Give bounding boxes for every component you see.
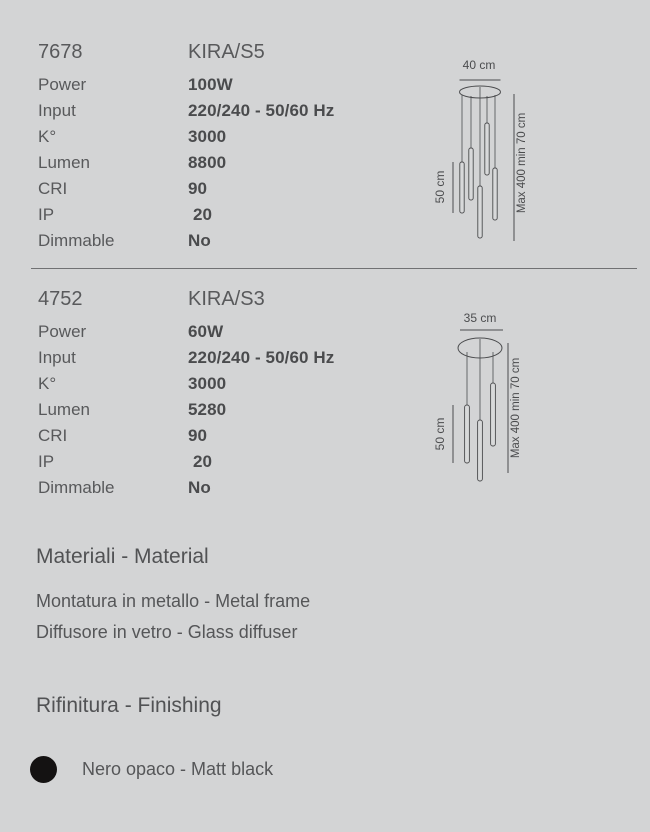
spec-label: Input	[38, 101, 76, 120]
spec-row	[38, 176, 408, 202]
spec-label: K°	[38, 374, 57, 393]
material-item: Diffusore in vetro - Glass diffuser	[36, 622, 298, 642]
spec-row	[38, 371, 408, 397]
materials-heading: Materiali - Material	[36, 545, 209, 568]
spec-value: 220/240 - 50/60 Hz	[188, 348, 335, 367]
spec-table	[38, 319, 408, 501]
pendant-tube	[478, 186, 482, 238]
spec-value: 20	[193, 205, 213, 224]
width-dimension-label: 40 cm	[462, 58, 496, 72]
spec-label: Power	[38, 322, 87, 341]
spec-value: 3000	[188, 374, 227, 393]
spec-row	[38, 228, 408, 254]
spec-row	[38, 423, 408, 449]
spec-value: 100W	[188, 75, 233, 94]
spec-row	[38, 98, 408, 124]
product-diagram-kira-s5	[425, 55, 535, 260]
spec-value: 20	[193, 452, 213, 471]
spec-value: 60W	[188, 322, 224, 341]
pendant-tube	[460, 162, 464, 213]
spec-label: IP	[38, 205, 55, 224]
spec-row	[38, 202, 408, 228]
tube-length-dimension-label: 50 cm	[433, 170, 447, 204]
spec-value: No	[188, 231, 211, 250]
spec-row	[38, 449, 408, 475]
spec-value: 220/240 - 50/60 Hz	[188, 101, 335, 120]
spec-label: CRI	[38, 179, 68, 198]
pendant-tube	[485, 123, 489, 175]
spec-value: 8800	[188, 153, 227, 172]
width-dimension-label: 35 cm	[463, 311, 497, 325]
pendant-tube	[478, 420, 483, 481]
material-item: Montatura in metallo - Metal frame	[36, 591, 311, 611]
spec-row	[38, 475, 408, 501]
pendant-tubes	[460, 123, 497, 238]
spec-label: K°	[38, 127, 57, 146]
spec-row	[38, 124, 408, 150]
product-header	[38, 40, 265, 64]
spec-value: No	[188, 478, 211, 497]
height-dimension-label: Max 400 min 70 cm	[510, 357, 522, 459]
pendant-tube	[491, 383, 496, 446]
product-name: KIRA/S3	[188, 288, 265, 310]
pendant-cords	[462, 87, 495, 186]
finish-color-swatch	[30, 756, 57, 783]
finishing-heading: Rifinitura - Finishing	[36, 694, 222, 717]
pendant-tube	[469, 148, 473, 200]
spec-value: 3000	[188, 127, 227, 146]
spec-value: 90	[188, 426, 208, 445]
finish-swatch-row	[30, 756, 273, 783]
spec-table	[38, 72, 408, 254]
spec-label: IP	[38, 452, 55, 471]
spec-label: Power	[38, 75, 87, 94]
spec-value: 5280	[188, 400, 227, 419]
spec-label: Input	[38, 348, 76, 367]
spec-label: Lumen	[38, 400, 90, 419]
section-divider	[31, 268, 637, 269]
product-code: 4752	[38, 288, 83, 310]
spec-row	[38, 150, 408, 176]
product-diagram-kira-s3	[425, 305, 535, 500]
product-name: KIRA/S5	[188, 41, 265, 63]
spec-label: Lumen	[38, 153, 90, 172]
spec-row	[38, 397, 408, 423]
spec-row	[38, 72, 408, 98]
pendant-cords	[467, 339, 493, 420]
spec-row	[38, 319, 408, 345]
spec-label: Dimmable	[38, 231, 115, 250]
product-header	[38, 287, 265, 311]
finish-label: Nero opaco - Matt black	[82, 759, 274, 779]
pendant-tube	[465, 405, 470, 463]
spec-value: 90	[188, 179, 208, 198]
pendant-tube	[493, 168, 497, 220]
spec-label: CRI	[38, 426, 68, 445]
spec-row	[38, 345, 408, 371]
product-code: 7678	[38, 41, 83, 63]
height-dimension-label: Max 400 min 70 cm	[516, 112, 528, 214]
spec-label: Dimmable	[38, 478, 115, 497]
tube-length-dimension-label: 50 cm	[433, 417, 447, 451]
